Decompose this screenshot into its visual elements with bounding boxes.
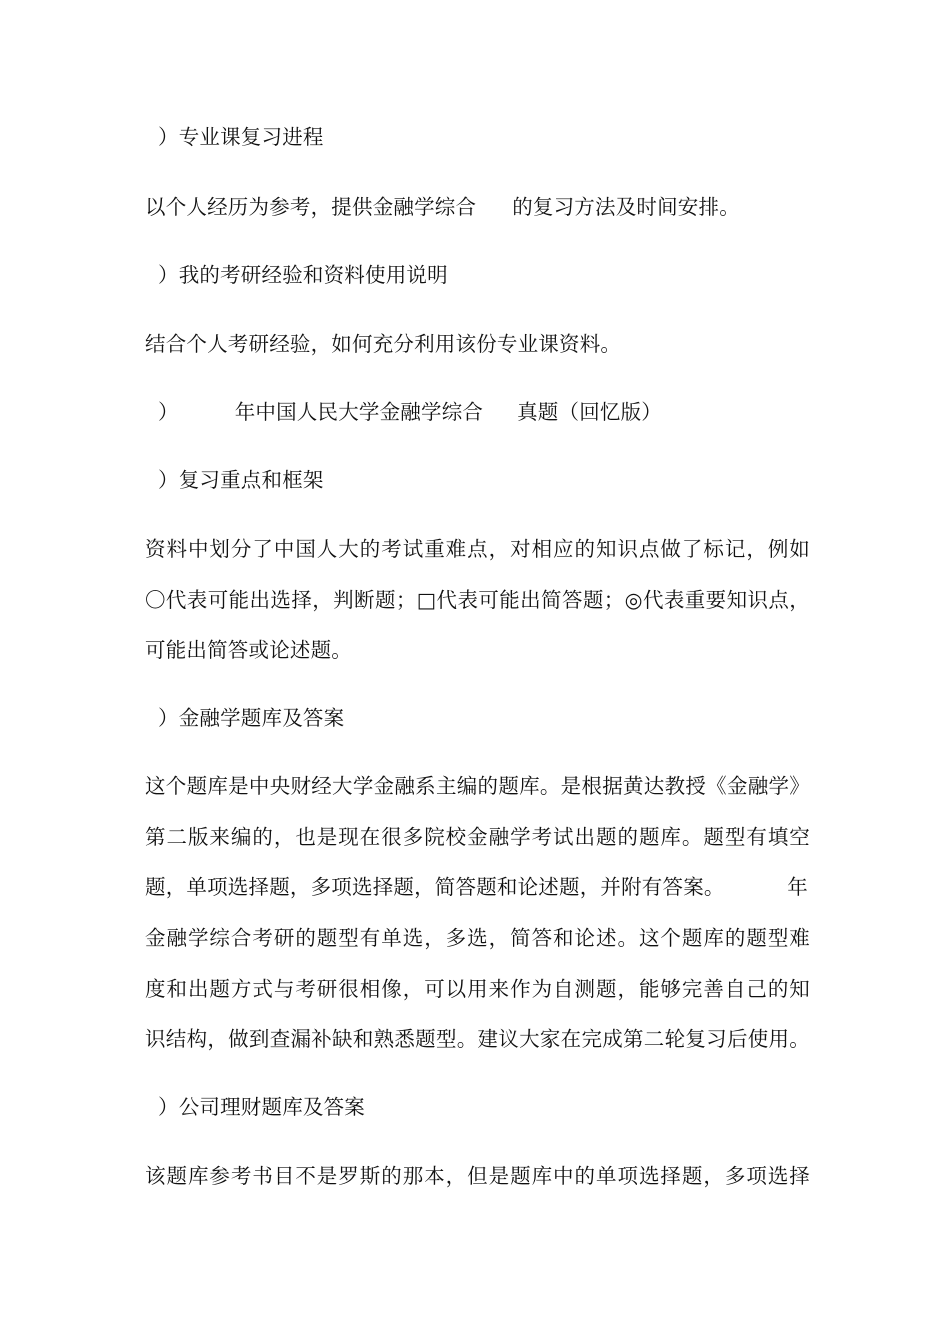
paragraph-line: 识结构，做到查漏补缺和熟悉题型。建议大家在完成第二轮复习后使用。 [145,1027,810,1051]
paragraph-line: 度和出题方式与考研很相像，可以用来作为自测题，能够完善自己的知 [145,977,810,1001]
paragraph-line: 〇代表可能出选择，判断题；□代表可能出简答题；◎代表重要知识点， [145,588,810,612]
paragraph-line: 第二版来编的，也是现在很多院校金融学考试出题的题库。题型有填空 [145,825,810,849]
section-heading-corporate-finance-question-bank: ）公司理财题库及答案 [158,1095,365,1119]
paragraph-line: 结合个人考研经验，如何充分利用该份专业课资料。 [145,332,622,356]
section-heading-experience: ）我的考研经验和资料使用说明 [158,263,448,287]
paragraph-line [145,195,810,219]
section-heading-finance-question-bank: ）金融学题库及答案 [158,706,345,730]
section-heading-past-exams [158,400,823,424]
section-heading-key-points: ）复习重点和框架 [158,468,324,492]
paragraph-line [145,875,810,899]
section-heading-review-schedule: ）专业课复习进程 [158,125,324,149]
paragraph-line: 该题库参考书目不是罗斯的那本，但是题库中的单项选择题，多项选择 [145,1164,810,1188]
paragraph-line: 资料中划分了中国人大的考试重难点，对相应的知识点做了标记，例如 [145,537,810,561]
text-span: 年 [787,875,808,899]
text-span: 题，单项选择题，多项选择题，简答题和论述题，并附有答案。 [145,875,725,899]
text-span: ） [158,400,179,424]
text-span: 真题（回忆版） [517,400,663,424]
paragraph-line: 可能出简答或论述题。 [145,638,352,662]
text-span: 以个人经历为参考，提供金融学综合 [145,195,477,219]
paragraph-line: 这个题库是中央财经大学金融系主编的题库。是根据黄达教授《金融学》 [145,774,810,798]
text-span: 的复习方法及时间安排。 [512,195,740,219]
paragraph-line: 金融学综合考研的题型有单选，多选，简答和论述。这个题库的题型难 [145,926,810,950]
text-span: 年中国人民大学金融学综合 [234,400,484,424]
